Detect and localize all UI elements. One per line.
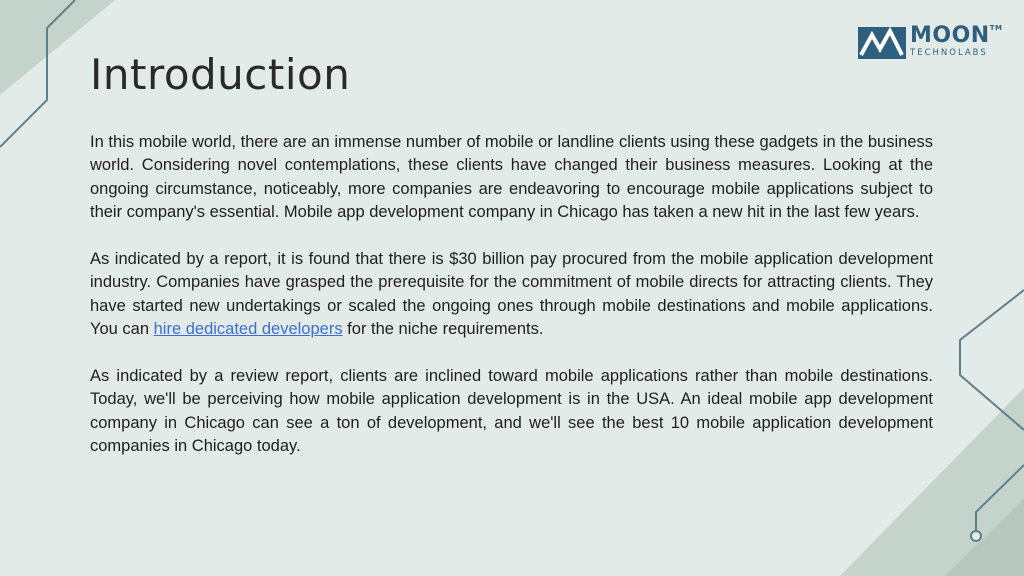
body-text — [90, 131, 933, 482]
paragraph-2-text-start: As indicated by a report, it is found that there is $30 billion pay procured from the mobile application development industry. Companies have grasped the prerequisite for the commitment of mobile directs for attracting clients. They have started new undertakings or scaled the ongoing ones through mobile destinations and mobile applications. You can — [90, 250, 933, 339]
paragraph-2-text-end: for the niche requirements. — [342, 320, 544, 339]
logo-name-text: MOON — [910, 22, 990, 48]
logo-subtitle: TECHNOLABS — [910, 47, 988, 58]
paragraph-3: As indicated by a review report, clients are inclined toward mobile applications rather than mobile destinations. Today, we'll be perceiving how mobile application development is in the USA. An ideal mobile app development company in Chicago can see a ton of development, and we'll see the best 10 mobile application development companies in Chicago today. — [90, 367, 933, 456]
page-title: Introduction — [90, 50, 351, 99]
logo-text — [910, 22, 1003, 58]
paragraph-2 — [90, 248, 933, 342]
logo-trademark: TM — [989, 23, 1003, 32]
logo-name — [910, 22, 1003, 48]
moon-technolabs-logo[interactable] — [858, 20, 1018, 62]
circuit-node — [971, 531, 981, 541]
logo-mark-icon — [858, 23, 906, 59]
hire-dedicated-developers-link[interactable]: hire dedicated developers — [153, 320, 343, 339]
paragraph-1: In this mobile world, there are an immense number of mobile or landline clients using these gadgets in the business world. Considering novel contemplations, these clients have changed their business measures. Looking at the ongoing circumstance, noticeably, more companies are endeavoring to encourage mobile applications subject to their company's essential. Mobile app development company in Chicago has taken a new hit in the last few years. — [90, 133, 933, 222]
